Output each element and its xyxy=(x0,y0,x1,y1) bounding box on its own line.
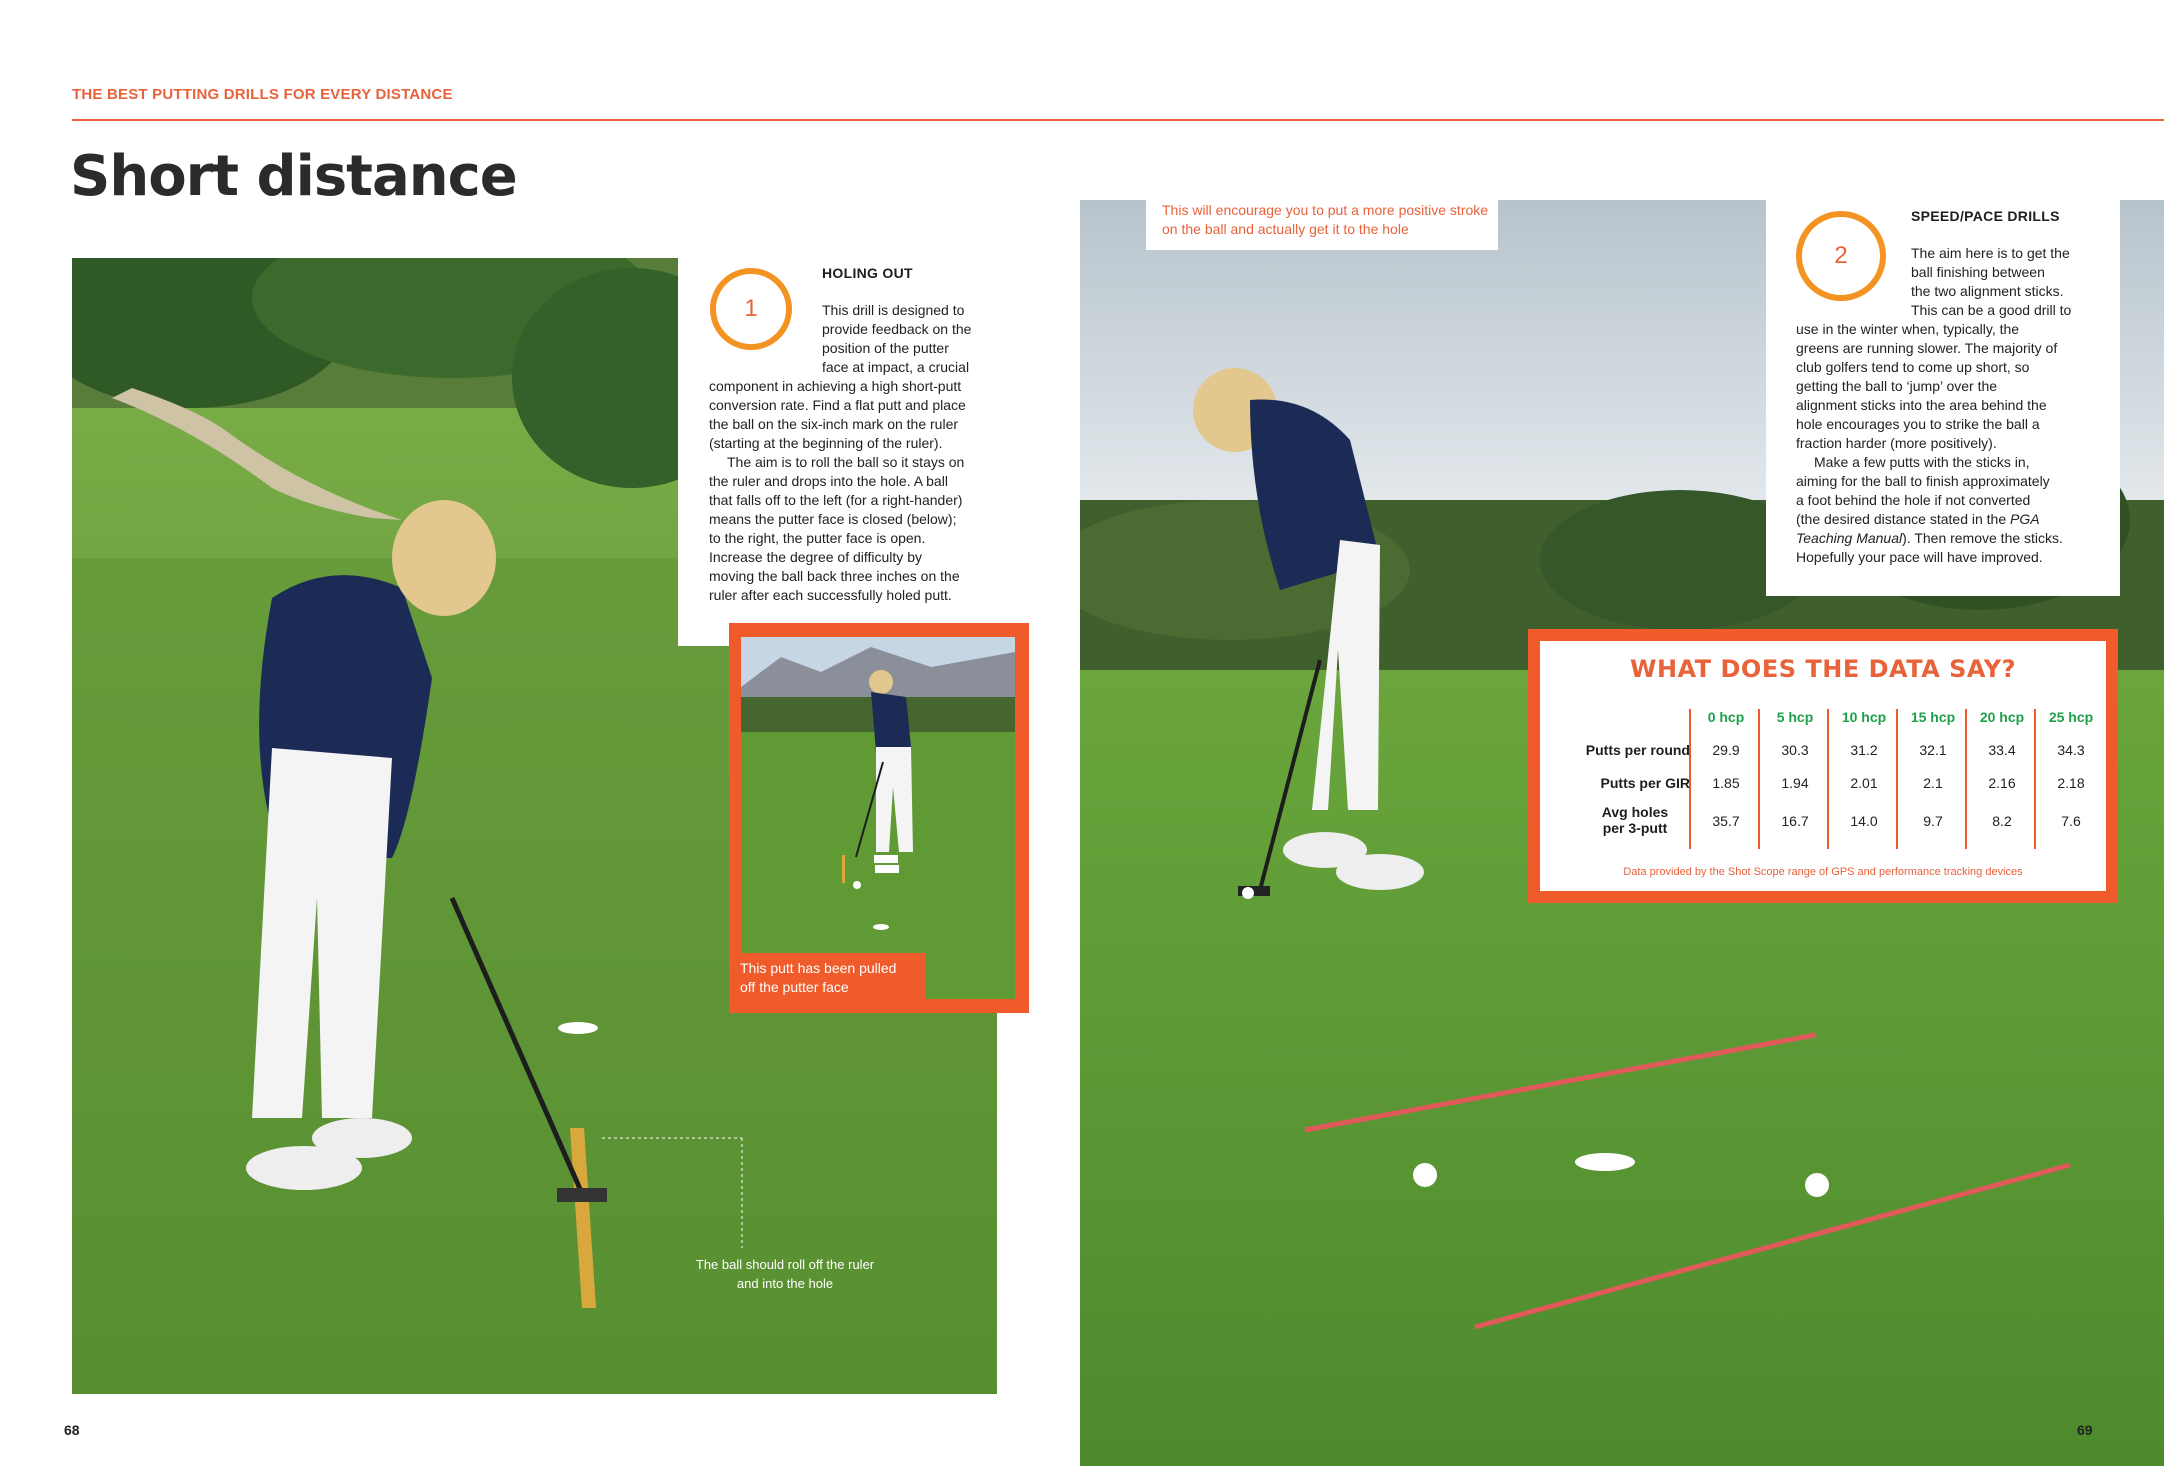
body-line: ruler after each successfully holed putt. xyxy=(709,587,952,603)
body-line: The aim is to roll the ball so it stays on xyxy=(727,454,965,470)
body-line xyxy=(1796,510,2111,529)
table-cell: 14.0 xyxy=(1850,813,1878,829)
table-cell: 29.9 xyxy=(1712,742,1740,758)
speed-drill-panel xyxy=(1766,200,2120,596)
page-title: Short distance xyxy=(70,144,517,209)
data-table xyxy=(1540,641,2106,891)
body-line: component in achieving a high short-putt xyxy=(709,378,962,394)
body-line: aiming for the ball to finish approximately xyxy=(1796,473,2050,489)
body-line: This can be a good drill to xyxy=(1911,302,2072,318)
body-line: getting the ball to ‘jump’ over the xyxy=(1796,378,1998,394)
column-header: 5 hcp xyxy=(1776,709,1814,725)
table-cell: 35.7 xyxy=(1712,813,1740,829)
inset-caption: This putt has been pulled off the putter face xyxy=(729,953,925,1003)
table-cell: 30.3 xyxy=(1781,742,1809,758)
body-line: the ball on the six-inch mark on the ruler xyxy=(709,416,959,432)
data-source-note: Data provided by the Shot Scope range of GPS and performance tracking devices xyxy=(1623,866,2023,878)
header-rule xyxy=(72,119,2164,121)
table-cell: 8.2 xyxy=(1992,813,2012,829)
pulled-putt-inset xyxy=(729,623,1029,1013)
column-header: 20 hcp xyxy=(1979,709,2025,725)
table-cell: 2.18 xyxy=(2057,775,2085,791)
table-cell: 31.2 xyxy=(1850,742,1878,758)
body-line: Hopefully your pace will have improved. xyxy=(1796,549,2043,565)
body-line: Make a few putts with the sticks in, xyxy=(1814,454,2030,470)
table-cell: 2.16 xyxy=(1988,775,2016,791)
drill-number-1: 1 xyxy=(710,268,792,350)
body-line: the ruler and drops into the hole. A ball xyxy=(709,473,948,489)
row-header-line: Avg holes xyxy=(1601,804,1669,820)
row-header-line: per 3-putt xyxy=(1602,820,1668,836)
table-cell: 33.4 xyxy=(1988,742,2016,758)
body-line: to the right, the putter face is open. xyxy=(709,530,926,546)
column-header: 15 hcp xyxy=(1910,709,1956,725)
body-line: This drill is designed to xyxy=(822,302,965,318)
table-cell: 7.6 xyxy=(2061,813,2081,829)
body-text-run: (the desired distance stated in the xyxy=(1796,511,2007,527)
body-text-italic: PGA xyxy=(2010,511,2040,527)
body-text-italic: Teaching Manual xyxy=(1796,530,1903,546)
body-line: means the putter face is closed (below); xyxy=(709,511,957,527)
body-line: face at impact, a crucial xyxy=(822,359,970,375)
table-cell: 9.7 xyxy=(1923,813,1943,829)
row-header: Putts per round xyxy=(1585,742,1690,758)
body-line: Increase the degree of difficulty by xyxy=(709,549,922,565)
drill-heading-speed: SPEED/PACE DRILLS xyxy=(1911,208,2060,224)
body-line: the two alignment sticks. xyxy=(1911,283,2064,299)
row-header xyxy=(1585,804,1685,836)
data-box-title: WHAT DOES THE DATA SAY? xyxy=(1630,655,2016,683)
body-line: use in the winter when, typically, the xyxy=(1796,321,2020,337)
body-line: The aim here is to get the xyxy=(1911,245,2070,261)
table-cell: 2.1 xyxy=(1923,775,1943,791)
data-box xyxy=(1528,629,2118,903)
drill-number-2: 2 xyxy=(1796,211,1886,301)
body-line: conversion rate. Find a flat putt and place xyxy=(709,397,966,413)
ruler-caption: The ball should roll off the ruler and into the hole xyxy=(695,1257,875,1291)
pull-caption: This will encourage you to put a more positive stroke on the ball and actually get it to the hole xyxy=(1162,202,1489,237)
body-line xyxy=(1796,529,2111,548)
body-line: provide feedback on the xyxy=(822,321,972,337)
body-line: position of the putter xyxy=(822,340,949,356)
section-kicker: THE BEST PUTTING DRILLS FOR EVERY DISTANCE xyxy=(72,86,453,103)
column-header: 0 hcp xyxy=(1707,709,1745,725)
table-cell: 2.01 xyxy=(1850,775,1878,791)
body-line: (starting at the beginning of the ruler). xyxy=(709,435,943,451)
table-cell: 1.85 xyxy=(1712,775,1740,791)
page-number-right: 69 xyxy=(2077,1422,2093,1438)
row-header: Putts per GIR xyxy=(1600,775,1690,791)
table-cell: 1.94 xyxy=(1781,775,1809,791)
body-line: that falls off to the left (for a right-hander) xyxy=(709,492,963,508)
table-cell: 16.7 xyxy=(1781,813,1809,829)
table-cell: 34.3 xyxy=(2057,742,2085,758)
body-line: hole encourages you to strike the ball a xyxy=(1796,416,2040,432)
body-line: alignment sticks into the area behind the xyxy=(1796,397,2047,413)
pull-caption-box xyxy=(1146,200,1498,250)
body-line: ball finishing between xyxy=(1911,264,2045,280)
body-line: a foot behind the hole if not converted xyxy=(1796,492,2031,508)
body-line: fraction harder (more positively). xyxy=(1796,435,1997,451)
body-line: moving the ball back three inches on the xyxy=(709,568,960,584)
body-text-run: ). Then remove the sticks. xyxy=(1902,530,2063,546)
drill-heading-holing-out: HOLING OUT xyxy=(822,265,913,281)
data-box-inner xyxy=(1540,641,2106,891)
column-header: 25 hcp xyxy=(2048,709,2094,725)
drill-body-holing-out xyxy=(709,301,1009,605)
page-number-left: 68 xyxy=(64,1422,80,1438)
body-line: club golfers tend to come up short, so xyxy=(1796,359,2030,375)
holing-out-panel xyxy=(678,258,1023,646)
body-line: greens are running slower. The majority of xyxy=(1796,340,2058,356)
drill-body-speed xyxy=(1796,244,2111,567)
inset-photo xyxy=(741,637,1015,999)
column-header: 10 hcp xyxy=(1841,709,1887,725)
table-cell: 32.1 xyxy=(1919,742,1947,758)
